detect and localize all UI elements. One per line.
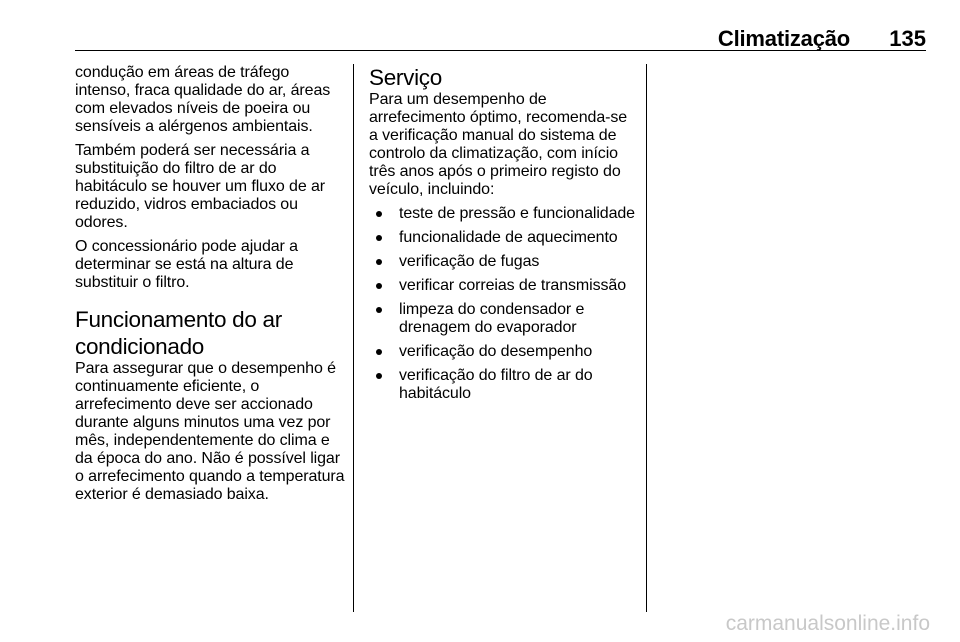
header-divider (75, 50, 926, 51)
paragraph: Para assegurar que o desempenho é continuamente eficiente, o arrefecimento deve ser accionado durante alguns minutos uma vez por mês, independentemente do clima e da época do ano. Não é possível ligar o arrefecimento quando a temperatura exterior é demasiado baixa. (75, 360, 345, 503)
bullet-icon (376, 349, 382, 355)
column-divider-left (353, 64, 354, 612)
page-header-title: Climatização (717, 26, 850, 51)
bullet-icon (376, 373, 382, 379)
list-item (369, 301, 637, 337)
bullet-icon (376, 307, 382, 313)
bullet-icon (376, 283, 382, 289)
paragraph: condução em áreas de tráfego intenso, fraca qualidade do ar, áreas com elevados níveis de poeira ou sensíveis a alérgenos ambientais. (75, 64, 331, 135)
page-number: 135 (889, 26, 926, 51)
list-item-text: verificação de fugas (399, 253, 540, 270)
paragraph: Também poderá ser necessária a substituição do filtro de ar do habitáculo se houver um fluxo de ar reduzido, vidros embaciados ou odores. (75, 142, 325, 231)
list-item-text: verificação do filtro de ar do habitáculo (399, 367, 593, 402)
section-heading: Serviço (369, 65, 442, 90)
list-item-text: verificação do desempenho (399, 343, 593, 360)
bullet-icon (376, 259, 382, 265)
list-item-text: funcionalidade de aquecimento (399, 229, 618, 246)
list-item (369, 229, 637, 247)
list-item (369, 343, 637, 361)
watermark: carmanualsonline.info (725, 612, 930, 635)
list-item-text: teste de pressão e funcionalidade (399, 205, 635, 222)
paragraph: O concessionário pode ajudar a determinar se está na altura de substituir o filtro. (75, 238, 298, 291)
section-heading: Funcionamento do ar condicionado (75, 307, 282, 359)
left-column (75, 64, 345, 510)
list-item (369, 277, 637, 295)
bullet-icon (376, 211, 382, 217)
list-item-text: verificar correias de transmissão (399, 277, 626, 294)
paragraph: Para um desempenho de arrefecimento óptimo, recomenda-se a verificação manual do sistema de controlo da climatização, com início três anos após o primeiro registo do veículo, incluindo: (369, 91, 628, 198)
list-item (369, 367, 637, 403)
list-item (369, 205, 637, 223)
column-divider-right (646, 64, 647, 612)
list-item-text: limpeza do condensador e drenagem do evaporador (399, 301, 585, 336)
list-item (369, 253, 637, 271)
right-column (369, 64, 637, 409)
bullet-list (369, 205, 637, 403)
bullet-icon (376, 235, 382, 241)
